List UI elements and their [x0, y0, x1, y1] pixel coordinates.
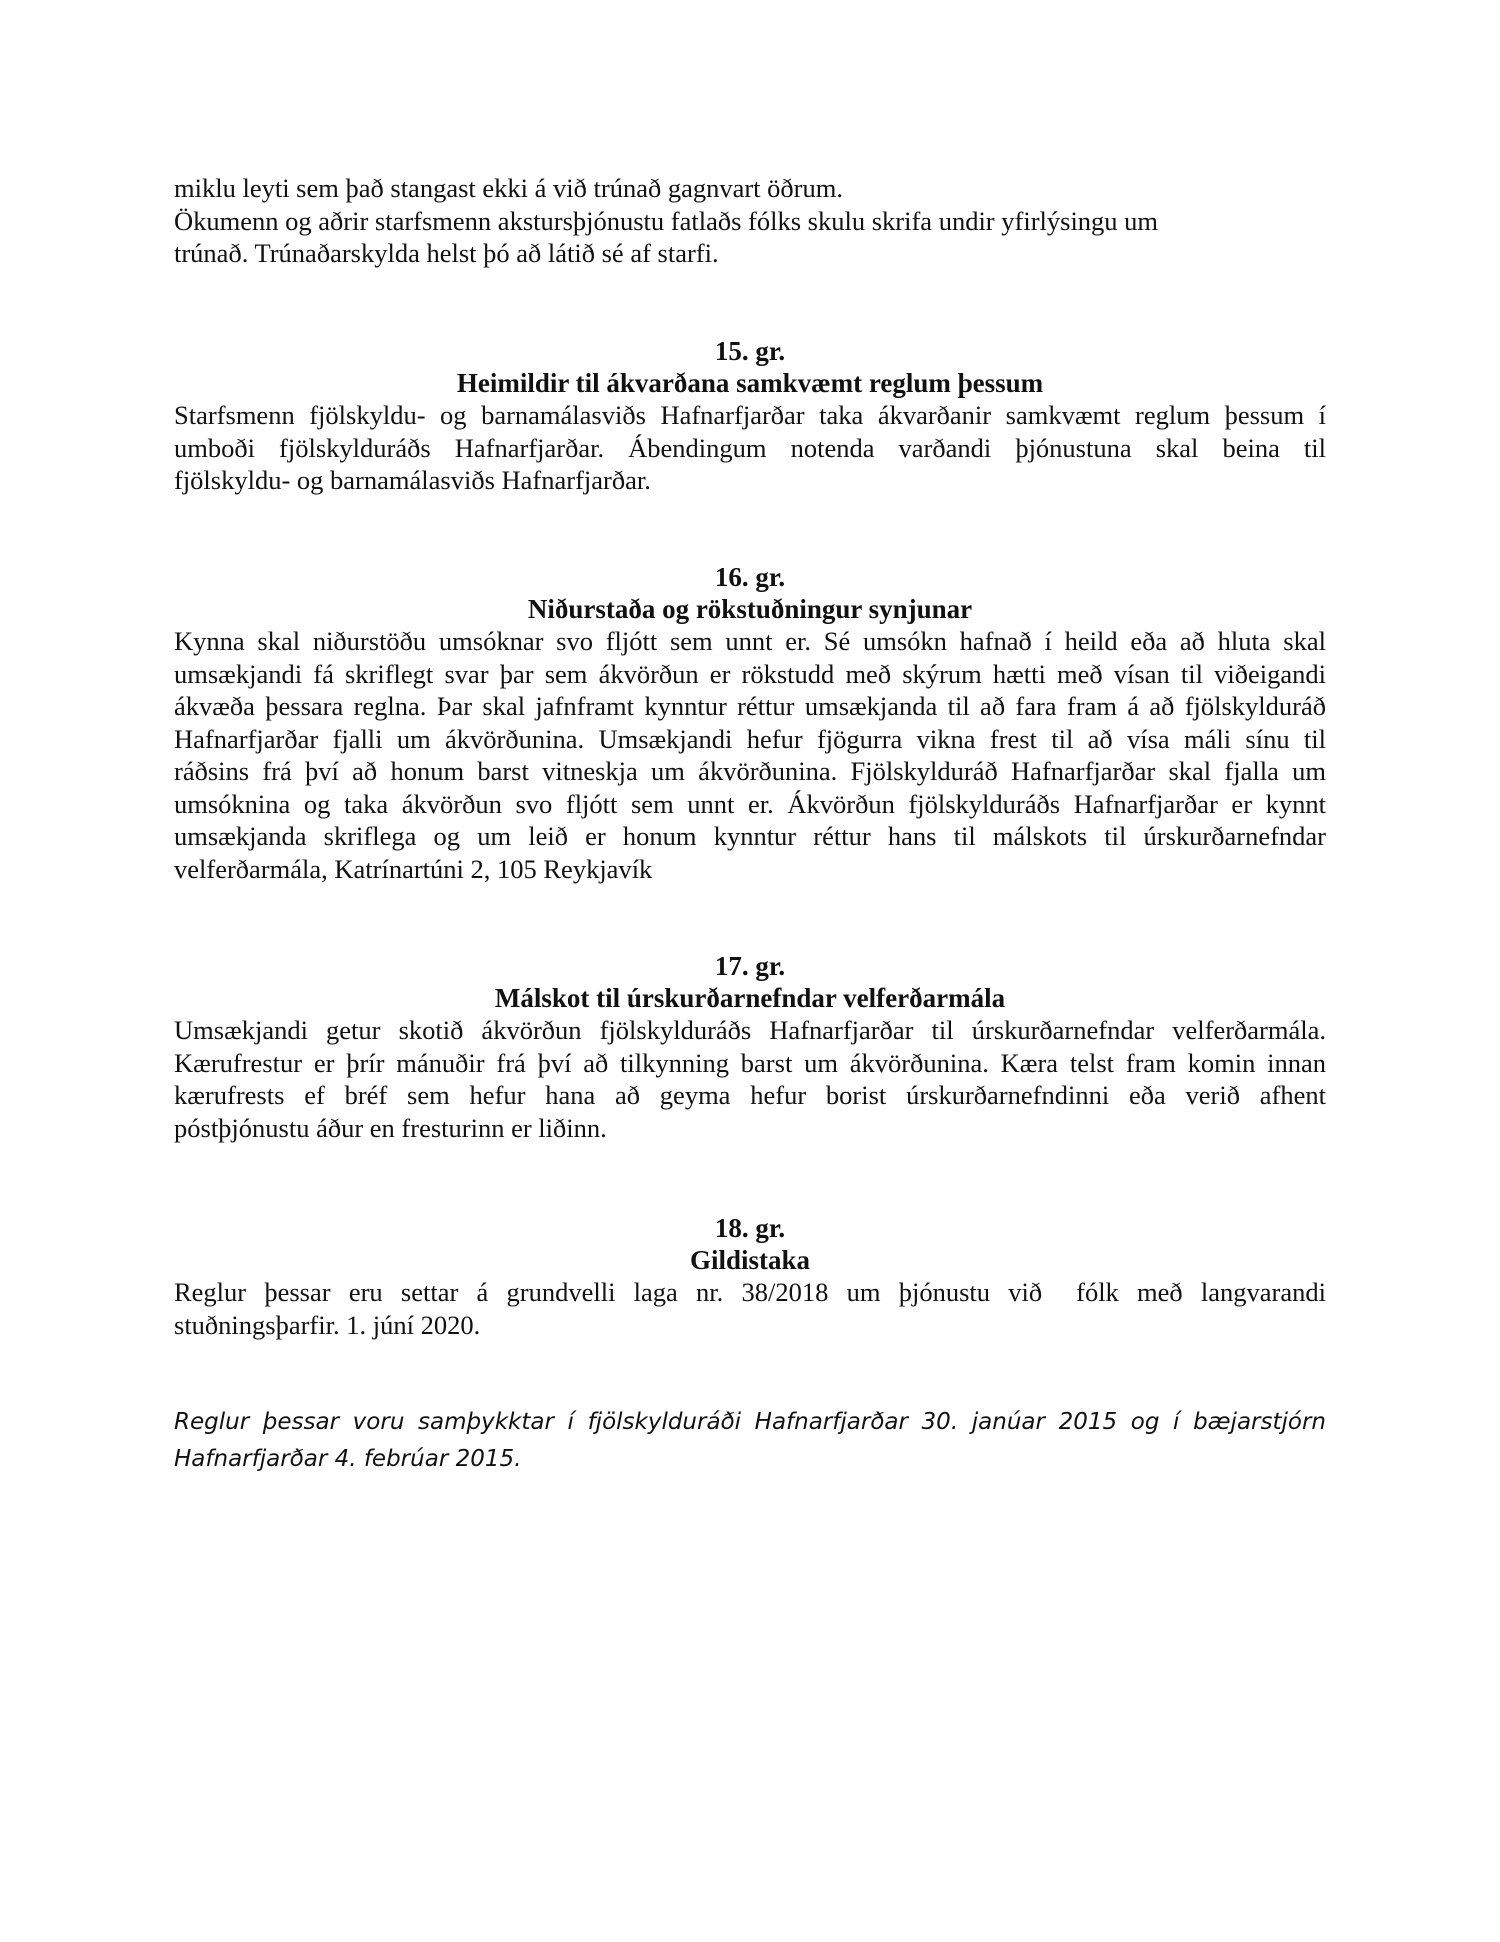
body-line-part: Reglur þessar eru settar á grundvelli laga nr. 38/2018 um þjónustu við — [174, 1277, 1043, 1307]
section-body — [174, 625, 1326, 885]
body-line: umsækjandi fá skriflegt svar þar sem ákvörðun er rökstudd með skýrum hætti með vísan til viðeigandi — [174, 658, 1326, 689]
section-17 — [174, 950, 1326, 1144]
body-line: ráðsins frá því að honum barst vitneskja um ákvörðunina. Fjölskylduráð Hafnarfjarðar skal fjalla um — [174, 756, 1326, 786]
body-line-part: fólk með langvarandi — [1076, 1277, 1326, 1307]
approval-note-line: Reglur þessar voru samþykktar í fjölskylduráði Hafnarfjarðar 30. janúar 2015 og í bæjarstjórn — [174, 1409, 1326, 1435]
section-title: Gildistaka — [689, 1245, 811, 1275]
section-body — [174, 399, 1326, 497]
body-line: fjölskyldu- og barnamálasviðs Hafnarfjarðar. — [174, 465, 651, 495]
intro-line: miklu leyti sem það stangast ekki á við trúnað gagnvart öðrum. — [174, 173, 843, 203]
approval-note — [174, 1404, 1326, 1478]
body-line — [174, 1276, 1326, 1309]
section-number: 16. gr. — [714, 562, 786, 592]
body-line: stuðningsþarfir. 1. júní 2020. — [174, 1309, 481, 1340]
section-18 — [174, 1212, 1326, 1341]
section-body — [174, 1276, 1326, 1341]
body-line: kærufrests ef bréf sem hefur hana að geyma hefur borist úrskurðarnefndinni eða verið afhent — [174, 1080, 1326, 1110]
section-body — [174, 1014, 1326, 1144]
body-line: Kærufrestur er þrír mánuðir frá því að tilkynning barst um ákvörðunina. Kæra telst fram komin innan — [174, 1047, 1326, 1078]
approval-note-line: Hafnarfjarðar 4. febrúar 2015. — [174, 1446, 522, 1472]
body-line: umsækjanda skriflega og um leið er honum kynntur réttur hans til málskots til úrskurðarnefndar — [174, 821, 1326, 851]
body-line: póstþjónustu áður en fresturinn er liðinn. — [174, 1112, 607, 1143]
body-line: Kynna skal niðurstöðu umsóknar svo fljótt sem unnt er. Sé umsókn hafnað í heild eða að hluta skal — [174, 626, 1326, 656]
body-line: ákvæða þessara reglna. Þar skal jafnframt kynntur réttur umsækjanda til að fara fram á að fjölskylduráð — [174, 691, 1326, 721]
body-line: Hafnarfjarðar fjalli um ákvörðunina. Umsækjandi hefur fjögurra vikna frest til að vísa máli sínu til — [174, 723, 1326, 754]
section-16 — [174, 561, 1326, 885]
body-line: umboði fjölskylduráðs Hafnarfjarðar. Ábendingum notenda varðandi þjónustuna skal beina til — [174, 432, 1326, 463]
section-number: 18. gr. — [714, 1213, 786, 1243]
body-line: velferðarmála, Katrínartúni 2, 105 Reykjavík — [174, 853, 653, 884]
section-title: Heimildir til ákvarðana samkvæmt reglum þessum — [456, 368, 1044, 398]
body-line: Umsækjandi getur skotið ákvörðun fjölskylduráðs Hafnarfjarðar til úrskurðarnefndar velferðarmála. — [174, 1015, 1326, 1045]
section-number: 15. gr. — [714, 336, 786, 366]
section-title: Niðurstaða og rökstuðningur synjunar — [527, 594, 973, 624]
section-number: 17. gr. — [714, 951, 786, 981]
intro-line: trúnað. Trúnaðarskylda helst þó að látið sé af starfi. — [174, 238, 719, 268]
body-line: Starfsmenn fjölskyldu- og barnamálasviðs Hafnarfjarðar taka ákvarðanir samkvæmt reglum þessum í — [174, 400, 1326, 430]
intro-line: Ökumenn og aðrir starfsmenn akstursþjónustu fatlaðs fólks skulu skrifa undir yfirlýsingu um — [174, 205, 1159, 236]
body-line: umsóknina og taka ákvörðun svo fljótt sem unnt er. Ákvörðun fjölskylduráðs Hafnarfjarðar er kynnt — [174, 788, 1326, 819]
section-title: Málskot til úrskurðarnefndar velferðarmála — [494, 983, 1006, 1013]
section-15 — [174, 335, 1326, 497]
intro-paragraph — [174, 172, 1326, 270]
